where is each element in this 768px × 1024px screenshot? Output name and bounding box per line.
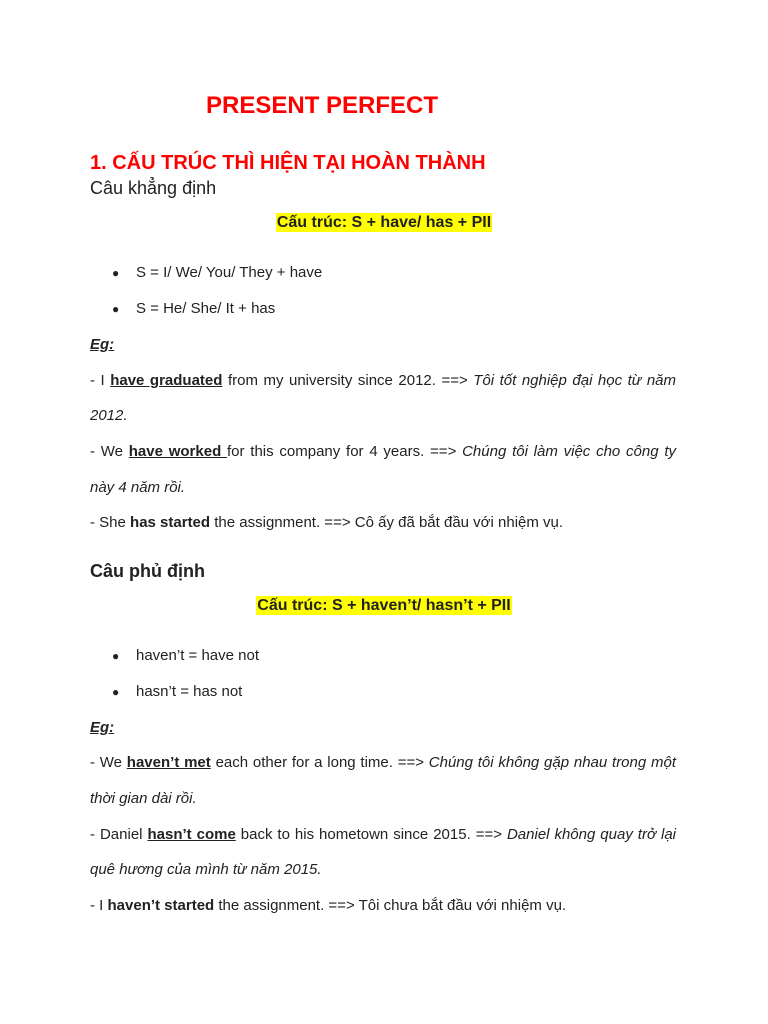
example-line-continued [90,861,322,878]
example-line-continued [90,407,128,424]
example-prefix: - We [90,754,127,771]
list-item-text: hasn’t = has not [136,683,243,700]
example-line [90,443,676,460]
example-key-phrase: haven’t started [107,897,215,914]
example-key-phrase: have worked [128,443,228,460]
page-title: PRESENT PERFECT [206,92,439,119]
list-item-text: haven’t = have not [136,647,260,664]
example-text: back to his hometown since 2015. ==> [235,826,507,843]
negative-formula-text: Cấu trúc: S + haven’t/ hasn’t + PII [257,597,511,614]
list-item [112,683,242,700]
example-line [90,754,676,771]
list-item [112,647,259,664]
affirmative-formula-text: Cấu trúc: S + have/ has + PII [276,214,492,231]
bullet-icon: ● [112,685,120,699]
example-prefix: - I [90,372,111,389]
example-translation: này 4 năm rồi. [90,479,186,496]
example-text: the assignment. ==> Tôi chưa bắt đầu với nhiệm vụ. [214,897,567,914]
example-prefix: - She [90,514,131,531]
example-translation: Chúng tôi làm việc cho công ty [462,443,676,460]
affirmative-formula [0,214,768,232]
list-item-text: S = I/ We/ You/ They + have [136,264,323,281]
example-text: for this company for 4 years. ==> [227,443,463,460]
section-heading: 1. CẤU TRÚC THÌ HIỆN TẠI HOÀN THÀNH [90,152,486,174]
example-line [90,372,676,389]
example-text: each other for a long time. ==> [210,754,429,771]
example-line [90,514,563,531]
example-prefix: - I [90,897,108,914]
bullet-icon: ● [112,649,120,663]
example-prefix: - Daniel [90,826,148,843]
affirmative-heading: Câu khẳng định [90,178,217,198]
example-text: the assignment. ==> Cô ấy đã bắt đầu với nhiệm vụ. [210,514,564,531]
example-translation: thời gian dài rồi. [90,790,197,807]
example-key-phrase: have graduated [110,372,223,389]
example-translation: Tôi tốt nghiệp đại học từ năm [473,372,676,389]
example-key-phrase: has started [130,514,211,531]
example-label: Eg: [90,719,115,736]
negative-heading: Câu phủ định [90,561,205,581]
example-line-continued [90,790,197,807]
example-key-phrase: hasn’t come [147,826,236,843]
example-label: Eg: [90,336,115,353]
example-translation: quê hương của mình từ năm 2015. [90,861,322,878]
example-translation: Daniel không quay trở lại [506,826,677,843]
list-item [112,300,275,317]
example-translation: 2012. [90,407,128,424]
bullet-icon: ● [112,302,120,316]
example-key-phrase: haven’t met [126,754,211,771]
bullet-icon: ● [112,266,120,280]
example-translation: Chúng tôi không gặp nhau trong một [428,754,677,771]
negative-formula [0,597,768,615]
example-line-continued [90,479,185,496]
list-item-text: S = He/ She/ It + has [136,300,276,317]
example-line [90,897,566,914]
list-item [112,264,322,281]
example-text: from my university since 2012. ==> [222,372,474,389]
example-prefix: - We [90,443,129,460]
example-line [90,826,676,843]
